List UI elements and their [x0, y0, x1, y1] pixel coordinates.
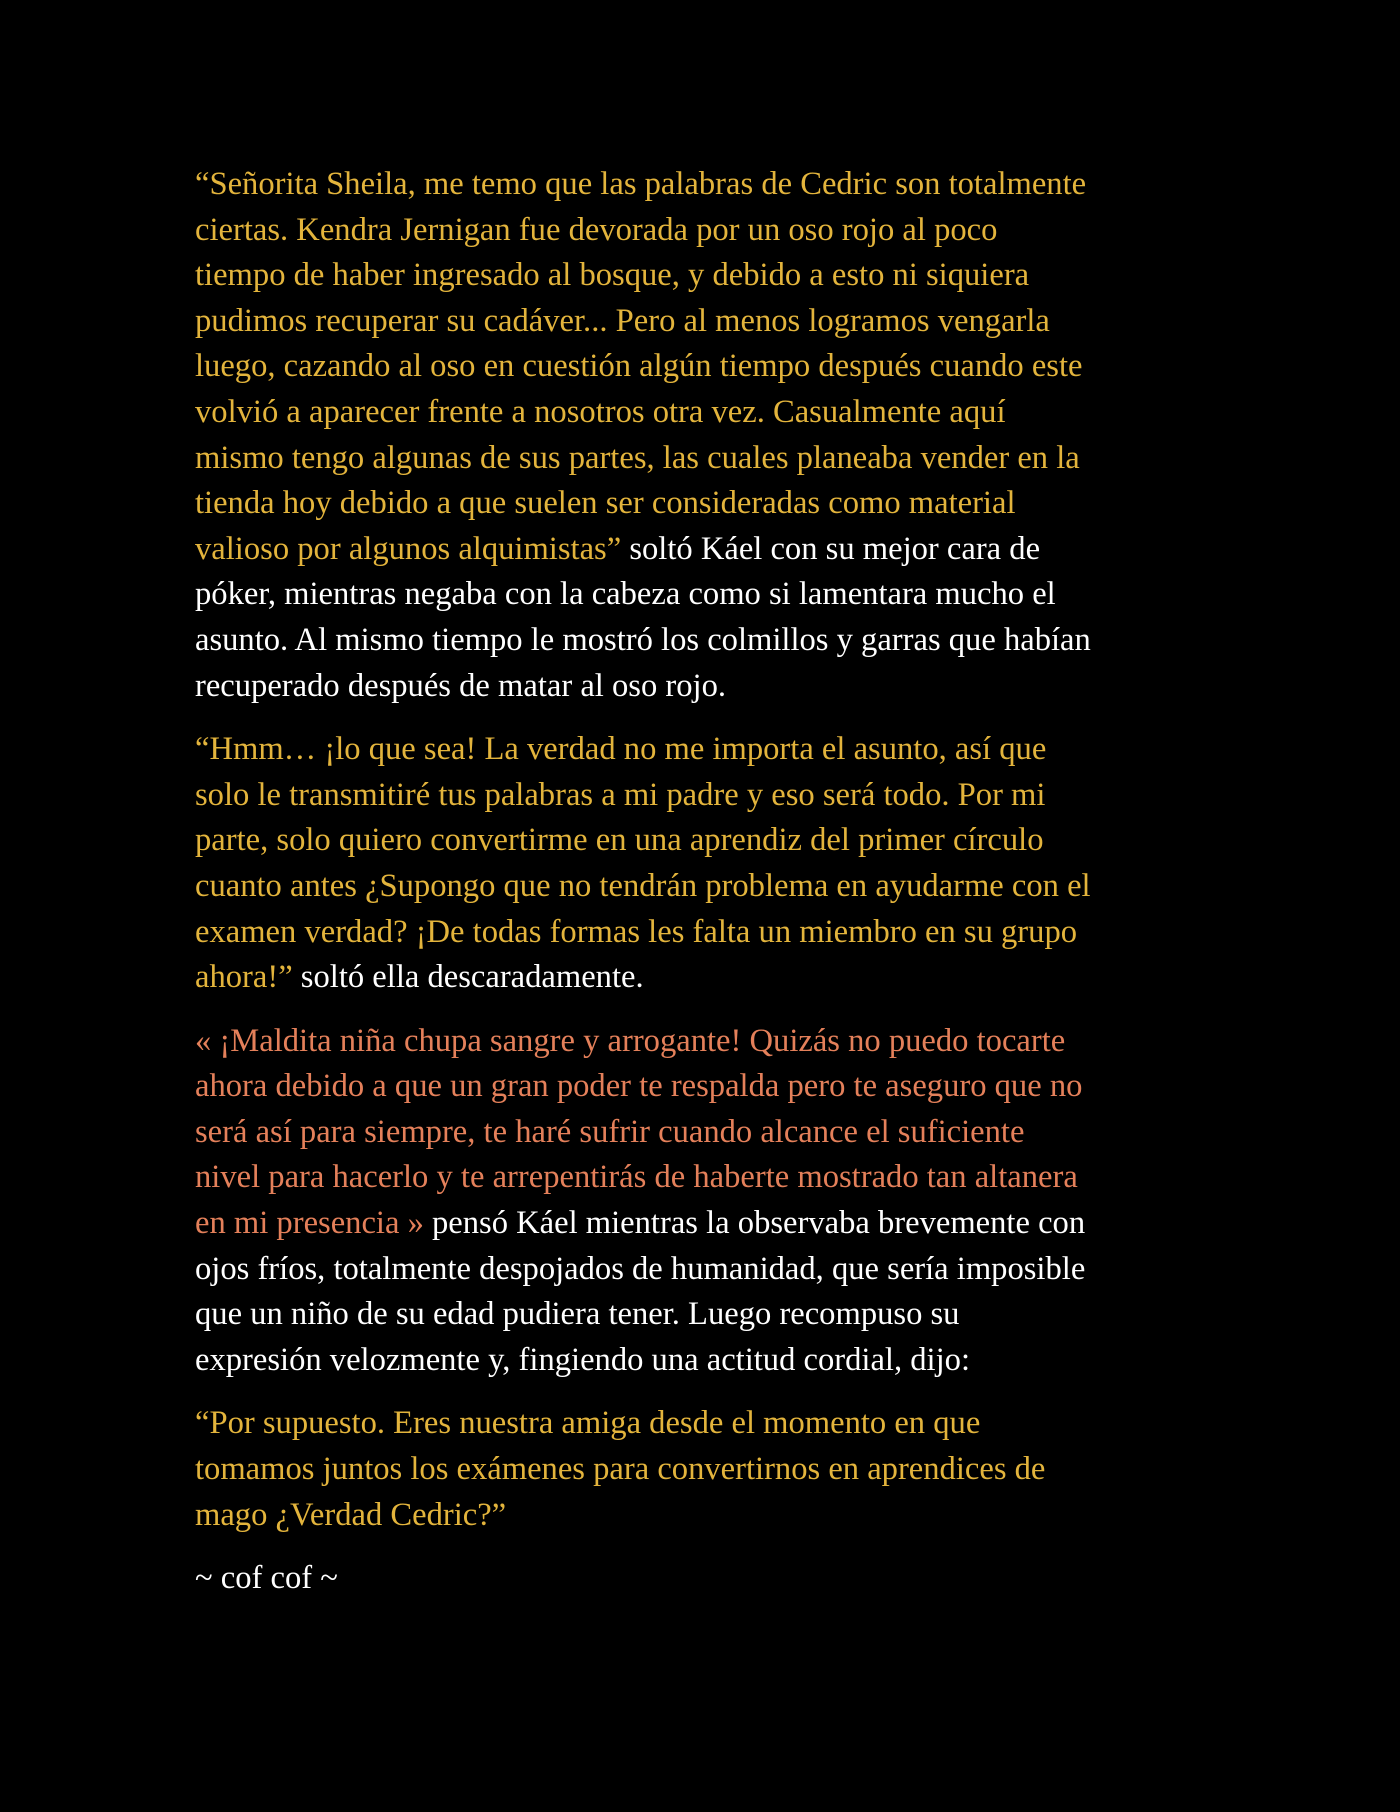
- text-line: [195, 773, 1220, 819]
- dialogue-text: pudimos recuperar su cadáver... Pero al menos logramos vengarla: [195, 302, 1050, 339]
- text-line: [195, 618, 1220, 664]
- text-line: [195, 1447, 1220, 1493]
- dialogue-text: solo le transmitiré tus palabras a mi padre y eso será todo. Por mi: [195, 776, 1046, 813]
- dialogue-text: tiempo de haber ingresado al bosque, y debido a esto ni siquiera: [195, 257, 1030, 294]
- text-line: [195, 436, 1220, 482]
- text-line: [195, 955, 1220, 1001]
- text-line: [195, 344, 1220, 390]
- thought-text: nivel para hacerlo y te arrepentirás de haberte mostrado tan altanera: [195, 1159, 1078, 1196]
- dialogue-text: ahora!”: [195, 959, 293, 996]
- paragraph-3: [195, 1019, 1220, 1384]
- thought-text: será así para siempre, te haré sufrir cuando alcance el suficiente: [195, 1113, 1025, 1150]
- dialogue-text: “Hmm… ¡lo que sea! La verdad no me importa el asunto, así que: [195, 731, 1047, 768]
- narration-text: póker, mientras negaba con la cabeza como si lamentara mucho el: [195, 576, 1056, 613]
- text-line: [195, 1556, 1220, 1602]
- text-line: [195, 162, 1220, 208]
- dialogue-text: examen verdad? ¡De todas formas les falta un miembro en su grupo: [195, 913, 1078, 950]
- paragraph-1: [195, 162, 1220, 709]
- text-line: [195, 1110, 1220, 1156]
- dialogue-text: ciertas. Kendra Jernigan fue devorada por un oso rojo al poco: [195, 211, 998, 248]
- text-line: [195, 664, 1220, 710]
- text-line: [195, 527, 1220, 573]
- narration-text: asunto. Al mismo tiempo le mostró los colmillos y garras que habían: [195, 621, 1091, 658]
- text-line: [195, 910, 1220, 956]
- paragraph-5: [195, 1556, 1220, 1602]
- text-line: [195, 1401, 1220, 1447]
- text-line: [195, 1155, 1220, 1201]
- dialogue-text: volvió a aparecer frente a nosotros otra vez. Casualmente aquí: [195, 393, 1006, 430]
- text-line: [195, 299, 1220, 345]
- paragraph-2: [195, 727, 1220, 1001]
- dialogue-text: parte, solo quiero convertirme en una aprendiz del primer círculo: [195, 822, 1044, 859]
- text-line: [195, 1064, 1220, 1110]
- dialogue-text: mismo tengo algunas de sus partes, las cuales planeaba vender en la: [195, 439, 1080, 476]
- text-line: [195, 727, 1220, 773]
- text-line: [195, 208, 1220, 254]
- dialogue-text: valioso por algunos alquimistas”: [195, 530, 622, 567]
- narration-text: ojos fríos, totalmente despojados de humanidad, que sería imposible: [195, 1250, 1086, 1287]
- document-page: [195, 162, 1220, 1620]
- text-line: [195, 481, 1220, 527]
- thought-text: en mi presencia »: [195, 1205, 424, 1242]
- text-line: [195, 390, 1220, 436]
- text-line: [195, 1247, 1220, 1293]
- narration-text: expresión velozmente y, fingiendo una actitud cordial, dijo:: [195, 1341, 971, 1378]
- text-line: [195, 1493, 1220, 1539]
- text-line: [195, 1019, 1220, 1065]
- dialogue-text: mago ¿Verdad Cedric?”: [195, 1496, 507, 1533]
- dialogue-text: cuanto antes ¿Supongo que no tendrán problema en ayudarme con el: [195, 867, 1091, 904]
- dialogue-text: “Por supuesto. Eres nuestra amiga desde el momento en que: [195, 1405, 981, 1442]
- narration-text: pensó Káel mientras la observaba brevemente con: [423, 1205, 1086, 1242]
- text-line: [195, 864, 1220, 910]
- text-line: [195, 1292, 1220, 1338]
- narration-text: recuperado después de matar al oso rojo.: [195, 667, 727, 704]
- text-line: [195, 818, 1220, 864]
- narration-text: que un niño de su edad pudiera tener. Luego recompuso su: [195, 1296, 960, 1333]
- dialogue-text: tienda hoy debido a que suelen ser consideradas como material: [195, 485, 1016, 522]
- thought-text: « ¡Maldita niña chupa sangre y arrogante! Quizás no puedo tocarte: [195, 1022, 1066, 1059]
- text-line: [195, 253, 1220, 299]
- dialogue-text: “Señorita Sheila, me temo que las palabras de Cedric son totalmente: [195, 166, 1087, 202]
- narration-text: soltó ella descaradamente.: [292, 959, 644, 996]
- text-line: [195, 572, 1220, 618]
- dialogue-text: tomamos juntos los exámenes para convertirnos en aprendices de: [195, 1451, 1046, 1488]
- narration-text: soltó Káel con su mejor cara de: [621, 530, 1041, 567]
- narration-text: ~ cof cof ~: [195, 1560, 338, 1597]
- text-line: [195, 1338, 1220, 1384]
- text-line: [195, 1201, 1220, 1247]
- thought-text: ahora debido a que un gran poder te respalda pero te aseguro que no: [195, 1068, 1083, 1105]
- paragraph-4: [195, 1401, 1220, 1538]
- dialogue-text: luego, cazando al oso en cuestión algún tiempo después cuando este: [195, 348, 1083, 385]
